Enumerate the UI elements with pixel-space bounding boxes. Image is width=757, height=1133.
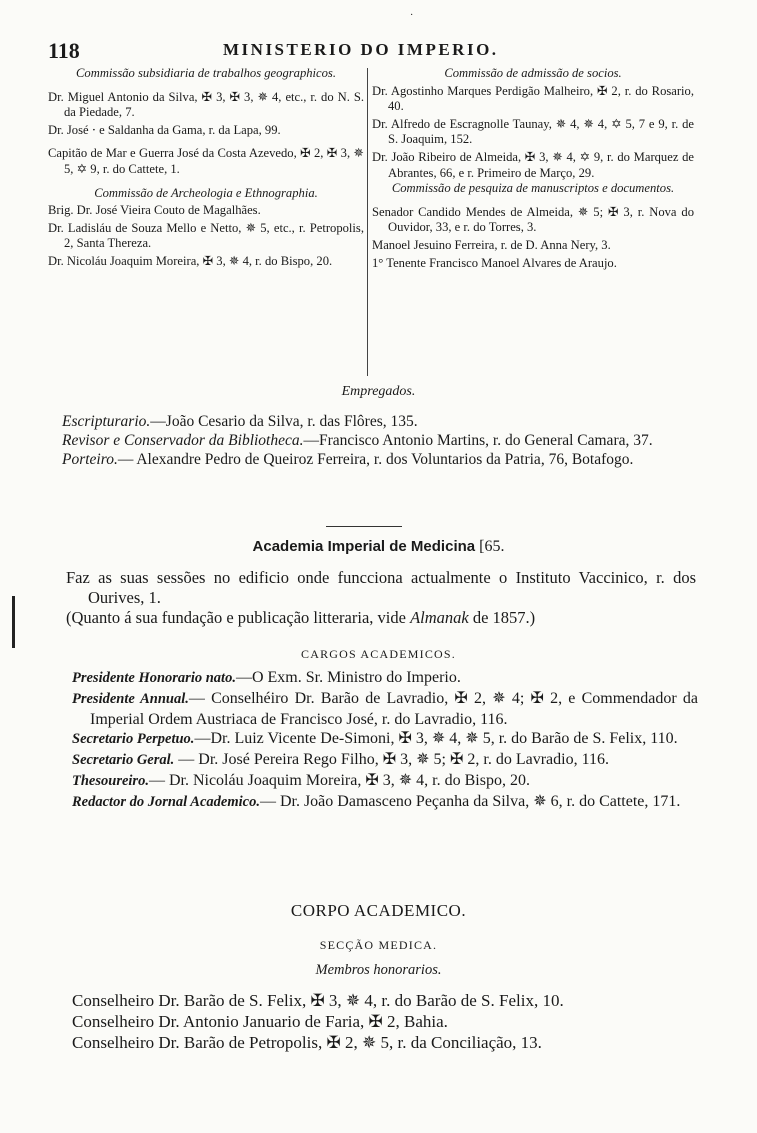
cargos-heading: CARGOS ACADEMICOS.	[301, 647, 456, 661]
role-holder: — Dr. Nicoláu Joaquim Moreira, ✠ 3, ✵ 4, r. do Bispo, 20.	[148, 771, 530, 789]
list-item	[72, 689, 698, 730]
academia-name: Academia Imperial de Medicina	[252, 538, 476, 555]
role-holder: — Dr. João Damasceno Peçanha da Silva, ✵ 6, r. do Cattete, 171.	[259, 792, 681, 810]
role-label: Porteiro.	[62, 451, 118, 468]
academia-intro: Faz as suas sessões no edificio onde funcciona actualmente o Instituto Vaccinico, r. dos Ourives, 1.	[66, 568, 696, 607]
academia-ref: [65.	[479, 538, 505, 555]
role-holder: —Francisco Antonio Martins, r. do General Camara, 37.	[303, 432, 653, 449]
print-speck: ·	[410, 10, 414, 21]
role-label: Revisor e Conservador da Bibliotheca.	[62, 432, 304, 449]
list-item: Dr. Miguel Antonio da Silva, ✠ 3, ✠ 3, ✵ 4, etc., r. do N. S. da Piedade, 7.	[48, 89, 364, 120]
section-divider	[326, 526, 402, 527]
role-holder: — Alexandre Pedro de Queiroz Ferreira, r. dos Voluntarios da Patria, 76, Botafogo.	[117, 451, 634, 468]
right-column	[372, 66, 694, 271]
list-item	[72, 771, 698, 792]
left-column	[48, 66, 364, 270]
list-item: Dr. João Ribeiro de Almeida, ✠ 3, ✵ 4, ✡ 9, r. do Marquez de Abrantes, 66, e r. Primeiro de Março, 29.	[372, 149, 694, 180]
running-title: MINISTERIO DO IMPERIO.	[223, 40, 499, 59]
role-holder: —Dr. Luiz Vicente De-Simoni, ✠ 3, ✵ 4, ✵ 5, r. do Barão de S. Felix, 110.	[194, 730, 678, 748]
list-item: Conselheiro Dr. Antonio Januario de Faria, ✠ 2, Bahia.	[72, 1012, 448, 1031]
academia-note	[66, 608, 696, 628]
empregados-heading: Empregados.	[341, 384, 416, 399]
role-holder: —O Exm. Sr. Ministro do Imperio.	[235, 669, 461, 686]
academia-title	[0, 538, 757, 556]
note-suffix: de 1857.)	[468, 608, 536, 627]
seccao-heading: SECÇÃO MEDICA.	[319, 938, 438, 952]
column-divider	[367, 68, 368, 376]
role-label: Presidente Annual.	[72, 690, 189, 707]
list-item: Senador Candido Mendes de Almeida, ✵ 5; ✠ 3, r. Nova do Ouvidor, 33, e r. do Torres, 3.	[372, 204, 694, 235]
list-item	[62, 450, 694, 469]
role-label: Thesoureiro.	[72, 772, 149, 789]
list-item: Capitão de Mar e Guerra José da Costa Azevedo, ✠ 2, ✠ 3, ✵ 5, ✡ 9, r. do Cattete, 1.	[48, 146, 364, 176]
cargos-list	[72, 668, 698, 813]
membros-list	[72, 990, 702, 1053]
role-holder: — Conselhéiro Dr. Barão de Lavradio, ✠ 2, ✵ 4; ✠ 2, e Commendador da Imperial Ordem Austriaca de Francisco José, r. do Lavradio, 116.	[90, 689, 698, 728]
role-label: Escripturario.	[62, 413, 151, 430]
academia-intro-block	[66, 568, 696, 628]
list-item	[62, 412, 694, 431]
role-holder: —João Cesario da Silva, r. das Flôres, 135.	[150, 413, 418, 430]
role-label: Redactor do Jornal Academico.	[72, 793, 260, 810]
note-prefix: (Quanto á sua fundação e publicação litteraria, vide	[66, 608, 411, 627]
page-number: 118	[48, 38, 80, 63]
note-ref: Almanak	[410, 608, 469, 627]
list-item: Dr. Alfredo de Escragnolle Taunay, ✵ 4, ✵ 4, ✡ 5, 7 e 9, r. de S. Joaquim, 152.	[372, 116, 694, 147]
list-item: Conselheiro Dr. Barão de Petropolis, ✠ 2, ✵ 5, r. da Conciliação, 13.	[72, 1033, 542, 1052]
list-item: Conselheiro Dr. Barão de S. Felix, ✠ 3, ✵ 4, r. do Barão de S. Felix, 10.	[72, 991, 564, 1010]
corpo-heading: CORPO ACADEMICO.	[290, 901, 467, 920]
list-item: Dr. Nicoláu Joaquim Moreira, ✠ 3, ✵ 4, r. do Bispo, 20.	[48, 253, 333, 268]
list-item	[72, 750, 698, 771]
list-item: Dr. Agostinho Marques Perdigão Malheiro, ✠ 2, r. do Rosario, 40.	[372, 83, 694, 114]
list-item	[72, 729, 698, 750]
list-item: Brig. Dr. José Vieira Couto de Magalhães.	[48, 203, 261, 218]
membros-heading: Membros honorarios.	[315, 962, 442, 978]
commissao-archeologia-title: Commissão de Archeologia e Ethnographia.	[94, 185, 318, 200]
empregados-list	[62, 412, 694, 469]
commissao-manuscriptos-title: Commissão de pesquiza de manuscriptos e documentos.	[391, 181, 675, 196]
list-item: 1° Tenente Francisco Manoel Alvares de Araujo.	[372, 255, 617, 270]
list-item	[62, 431, 694, 450]
list-item: Dr. José ⋅ e Saldanha da Gama, r. da Lapa, 99.	[48, 122, 281, 137]
role-label: Secretario Geral.	[72, 752, 175, 769]
role-holder: — Dr. José Pereira Rego Filho, ✠ 3, ✵ 5; ✠ 2, r. do Lavradio, 116.	[174, 751, 609, 769]
page-header	[48, 38, 708, 66]
list-item	[72, 668, 698, 689]
list-item	[72, 792, 698, 813]
commissao-geographica-title: Commissão subsidiaria de trabalhos geographicos.	[76, 66, 336, 80]
list-item: Dr. Ladisláu de Souza Mello e Netto, ✵ 5, etc., r. Petropolis, 2, Santa Thereza.	[48, 220, 364, 251]
commissao-socios-title: Commissão de admissão de socios.	[444, 66, 622, 80]
role-label: Secretario Perpetuo.	[72, 731, 195, 748]
role-label: Presidente Honorario nato.	[72, 670, 236, 686]
list-item: Manoel Jesuino Ferreira, r. de D. Anna Nery, 3.	[372, 237, 611, 252]
margin-mark	[12, 596, 15, 648]
